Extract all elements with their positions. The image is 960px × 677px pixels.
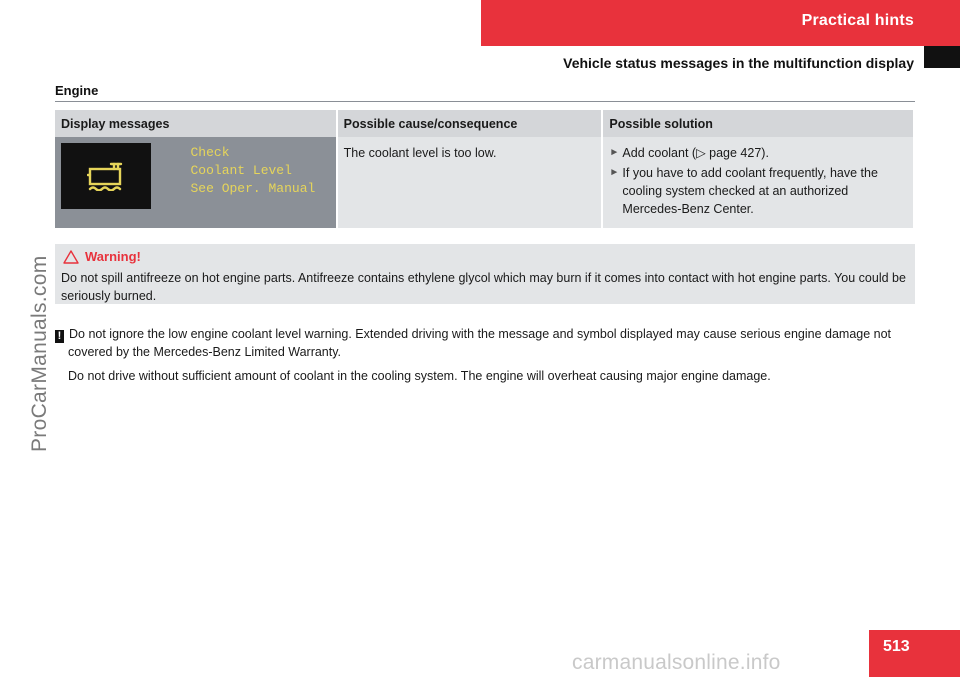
cause-cell: The coolant level is too low. bbox=[337, 137, 603, 228]
note-text: Do not ignore the low engine coolant level warning. Extended driving with the message and symbol displayed may cause serious engine damage not covered by the Mercedes-Benz Limited Warranty. bbox=[68, 327, 892, 359]
sidebar-watermark: ProCarManuals.com bbox=[28, 255, 51, 452]
list-item bbox=[609, 164, 907, 218]
warning-box bbox=[55, 244, 915, 304]
lcd-line-see-manual: See Oper. Manual bbox=[190, 181, 316, 196]
table-row bbox=[55, 137, 914, 228]
lcd-display bbox=[61, 143, 151, 209]
page-subheading: Vehicle status messages in the multifunction display bbox=[563, 55, 914, 71]
warning-text: Do not spill antifreeze on hot engine parts. Antifreeze contains ethylene glycol which may burn if it comes into contact with hot engine parts. You could be seriously burned. bbox=[61, 271, 906, 303]
arrow-bullet-icon: ► bbox=[609, 147, 620, 158]
lcd-line-coolant-level: Coolant Level bbox=[190, 163, 292, 178]
section-heading: Practical hints bbox=[801, 12, 914, 29]
warning-triangle-icon bbox=[63, 250, 79, 264]
header-tab bbox=[924, 46, 960, 68]
solution-cell bbox=[602, 137, 914, 228]
header-possible-solution: Possible solution bbox=[602, 110, 914, 137]
note-paragraph-second: Do not drive without sufficient amount of coolant in the cooling system. The engine will overheat causing major engine damage. bbox=[68, 369, 771, 383]
display-message-cell bbox=[55, 137, 337, 228]
list-item bbox=[609, 144, 907, 162]
page-number: 513 bbox=[883, 638, 910, 655]
section-title: Engine bbox=[55, 83, 99, 98]
caution-marker-icon: ! bbox=[55, 330, 64, 343]
solution-text: If you have to add coolant frequently, have the cooling system checked at an authorized Mercedes-Benz Center. bbox=[622, 166, 878, 216]
header-possible-cause: Possible cause/consequence bbox=[337, 110, 603, 137]
solution-text: Add coolant (▷ page 427). bbox=[622, 146, 769, 160]
damage-note bbox=[55, 325, 915, 385]
page-number-badge bbox=[869, 630, 960, 677]
section-divider bbox=[55, 101, 915, 102]
footer-watermark: carmanualsonline.info bbox=[572, 651, 781, 674]
header-display-messages: Display messages bbox=[55, 110, 337, 137]
header-banner bbox=[481, 0, 960, 46]
note-paragraph bbox=[55, 325, 915, 361]
status-message-table bbox=[55, 110, 915, 228]
arrow-bullet-icon: ► bbox=[609, 167, 620, 178]
coolant-level-icon bbox=[87, 161, 125, 191]
lcd-message bbox=[190, 144, 315, 198]
table-header-row bbox=[55, 110, 914, 137]
lcd-line-check: Check bbox=[190, 145, 230, 160]
warning-title: Warning! bbox=[85, 249, 141, 264]
